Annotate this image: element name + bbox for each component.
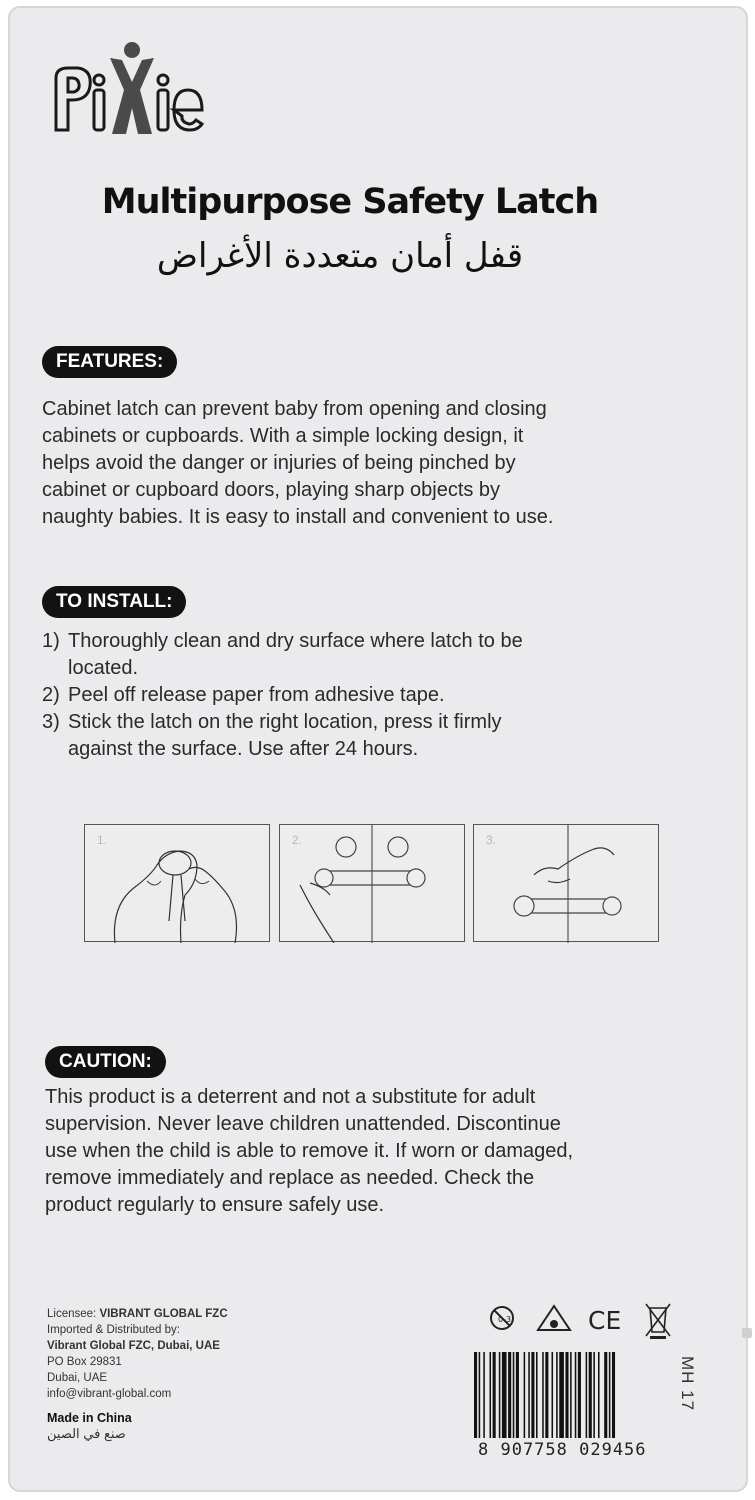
illustration-panel-2 <box>279 824 465 942</box>
panel-number: 1. <box>97 833 108 847</box>
caution-heading: CAUTION: <box>45 1046 166 1078</box>
city: Dubai, UAE <box>47 1372 108 1384</box>
email: info@vibrant-global.com <box>47 1388 172 1400</box>
caution-line: product regularly to ensure safely use. <box>45 1194 385 1216</box>
age-warning-icon <box>491 1307 513 1329</box>
features-text <box>42 396 553 531</box>
install-step <box>42 682 523 709</box>
step-number: 2) <box>42 684 60 706</box>
panel-number: 3. <box>486 833 497 847</box>
illustration-panel-3 <box>473 824 659 942</box>
pixie-logo <box>48 42 208 142</box>
caution-line: This product is a deterrent and not a substitute for adult <box>45 1086 536 1108</box>
latch-placement-illustration <box>280 825 466 943</box>
install-heading: TO INSTALL: <box>42 586 186 618</box>
features-line: cabinet or cupboard doors, playing sharp objects by <box>42 479 501 501</box>
ce-mark-icon <box>588 1306 621 1335</box>
made-in: Made in China <box>47 1411 132 1425</box>
hang-tab-notch <box>742 1328 752 1338</box>
barcode <box>470 1352 675 1442</box>
caution-text <box>45 1084 573 1219</box>
features-line: naughty babies. It is easy to install and convenient to use. <box>42 506 554 528</box>
licensee-label: Licensee: <box>47 1308 100 1320</box>
po-box: PO Box 29831 <box>47 1356 122 1368</box>
product-code: MH 17 <box>678 1356 697 1412</box>
licensee-name: VIBRANT GLOBAL FZC <box>99 1308 228 1320</box>
safety-symbols <box>488 1296 688 1342</box>
weee-bin-icon <box>646 1304 670 1339</box>
svg-text:CE: CE <box>588 1306 622 1335</box>
distributor-info <box>47 1306 228 1442</box>
hands-peeling-illustration <box>85 825 271 943</box>
svg-text:0-3: 0-3 <box>498 1315 512 1324</box>
step-text-continued: located. <box>68 657 139 679</box>
caution-line: supervision. Never leave children unattended. Discontinue <box>45 1113 561 1135</box>
features-line: cabinets or cupboards. With a simple locking design, it <box>42 425 524 447</box>
step-text: Stick the latch on the right location, press it firmly <box>68 711 502 733</box>
features-heading: FEATURES: <box>42 346 177 378</box>
install-steps <box>42 628 523 763</box>
install-step <box>42 628 523 655</box>
panel-number: 2. <box>292 833 303 847</box>
choking-hazard-icon <box>538 1306 570 1330</box>
licensee-line <box>47 1306 228 1322</box>
step-text: Thoroughly clean and dry surface where latch to be <box>68 630 523 652</box>
caution-line: use when the child is able to remove it. If worn or damaged, <box>45 1140 574 1162</box>
caution-line: remove immediately and replace as needed. Check the <box>45 1167 535 1189</box>
imported-label: Imported & Distributed by: <box>47 1324 180 1336</box>
distributor-text: Vibrant Global FZC, Dubai, UAE <box>47 1340 220 1352</box>
step-number: 3) <box>42 711 60 733</box>
product-title-arabic: قفل أمان متعددة الأغراض <box>156 236 524 276</box>
step-number: 1) <box>42 630 60 652</box>
features-line: Cabinet latch can prevent baby from opening and closing <box>42 398 547 420</box>
latch-press-illustration <box>474 825 660 943</box>
install-step <box>42 709 523 736</box>
illustration-panel-1 <box>84 824 270 942</box>
barcode-number: 8 907758 029456 <box>478 1440 647 1460</box>
product-title: Multipurpose Safety Latch <box>101 182 599 222</box>
step-text-continued: against the surface. Use after 24 hours. <box>68 738 419 760</box>
made-in-arabic: صنع في الصين <box>47 1426 126 1441</box>
install-illustrations <box>84 824 660 944</box>
distributor-name <box>47 1338 228 1354</box>
features-line: helps avoid the danger or injuries of being pinched by <box>42 452 516 474</box>
step-text: Peel off release paper from adhesive tape. <box>68 684 445 706</box>
